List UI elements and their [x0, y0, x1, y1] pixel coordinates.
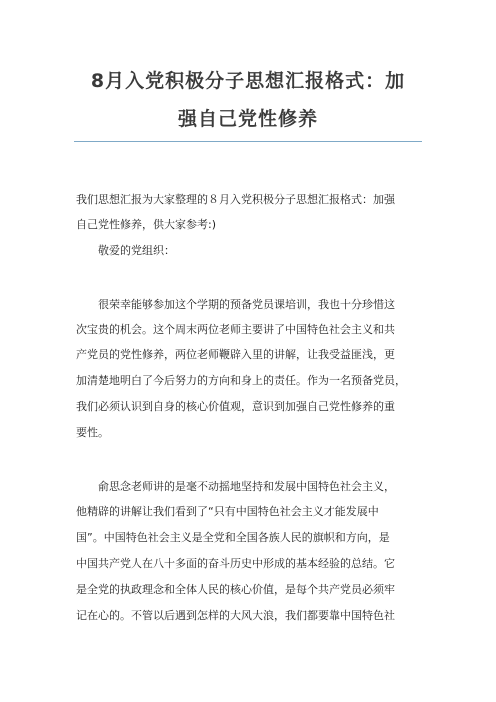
paragraph1-line-6: 要性。	[76, 426, 109, 439]
title-line-1: 8月入党积极分子思想汇报格式：加	[90, 70, 406, 92]
paragraph1-line-3: 产党员的党性修养，两位老师鞭辟入里的讲解，让我受益匪浅，更	[76, 348, 395, 361]
salutation: 敬爱的党组织：	[98, 244, 175, 257]
paragraph1-line-1: 很荣幸能够参加这个学期的预备党员课培训，我也十分珍惜这	[98, 298, 395, 311]
paragraph2-line-2: 他精辟的讲解让我们看到了“只有中国特色社会主义才能发展中	[76, 505, 379, 518]
paragraph2-line-6: 记在心的。不管以后遇到怎样的大风大浪，我们都要靠中国特色社	[76, 609, 395, 622]
title-divider	[74, 141, 422, 142]
title-line-2: 强自己党性修养	[177, 108, 318, 130]
paragraph1-line-4: 加清楚地明白了今后努力的方向和身上的责任。作为一名预备党员，	[76, 374, 406, 387]
intro-line-1: 我们思想汇报为大家整理的８月入党积极分子思想汇报格式：加强	[76, 193, 395, 206]
intro-line-2: 自己党性修养，供大家参考:)	[76, 218, 216, 231]
paragraph1-line-2: 次宝贵的机会。这个周末两位老师主要讲了中国特色社会主义和共	[76, 323, 395, 336]
paragraph2-line-3: 国”。中国特色社会主义是全党和全国各族人民的旗帜和方向，是	[76, 531, 390, 544]
paragraph2-line-5: 是全党的执政理念和全体人民的核心价值，是每个共产党员必须牢	[76, 583, 395, 596]
paragraph2-line-1: 俞思念老师讲的是毫不动摇地坚持和发展中国特色社会主义，	[98, 480, 395, 493]
paragraph1-line-5: 我们必须认识到自身的核心价值观，意识到加强自己党性修养的重	[76, 400, 395, 413]
paragraph2-line-4: 中国共产党人在八十多面的奋斗历史中形成的基本经验的总结。它	[76, 557, 395, 570]
